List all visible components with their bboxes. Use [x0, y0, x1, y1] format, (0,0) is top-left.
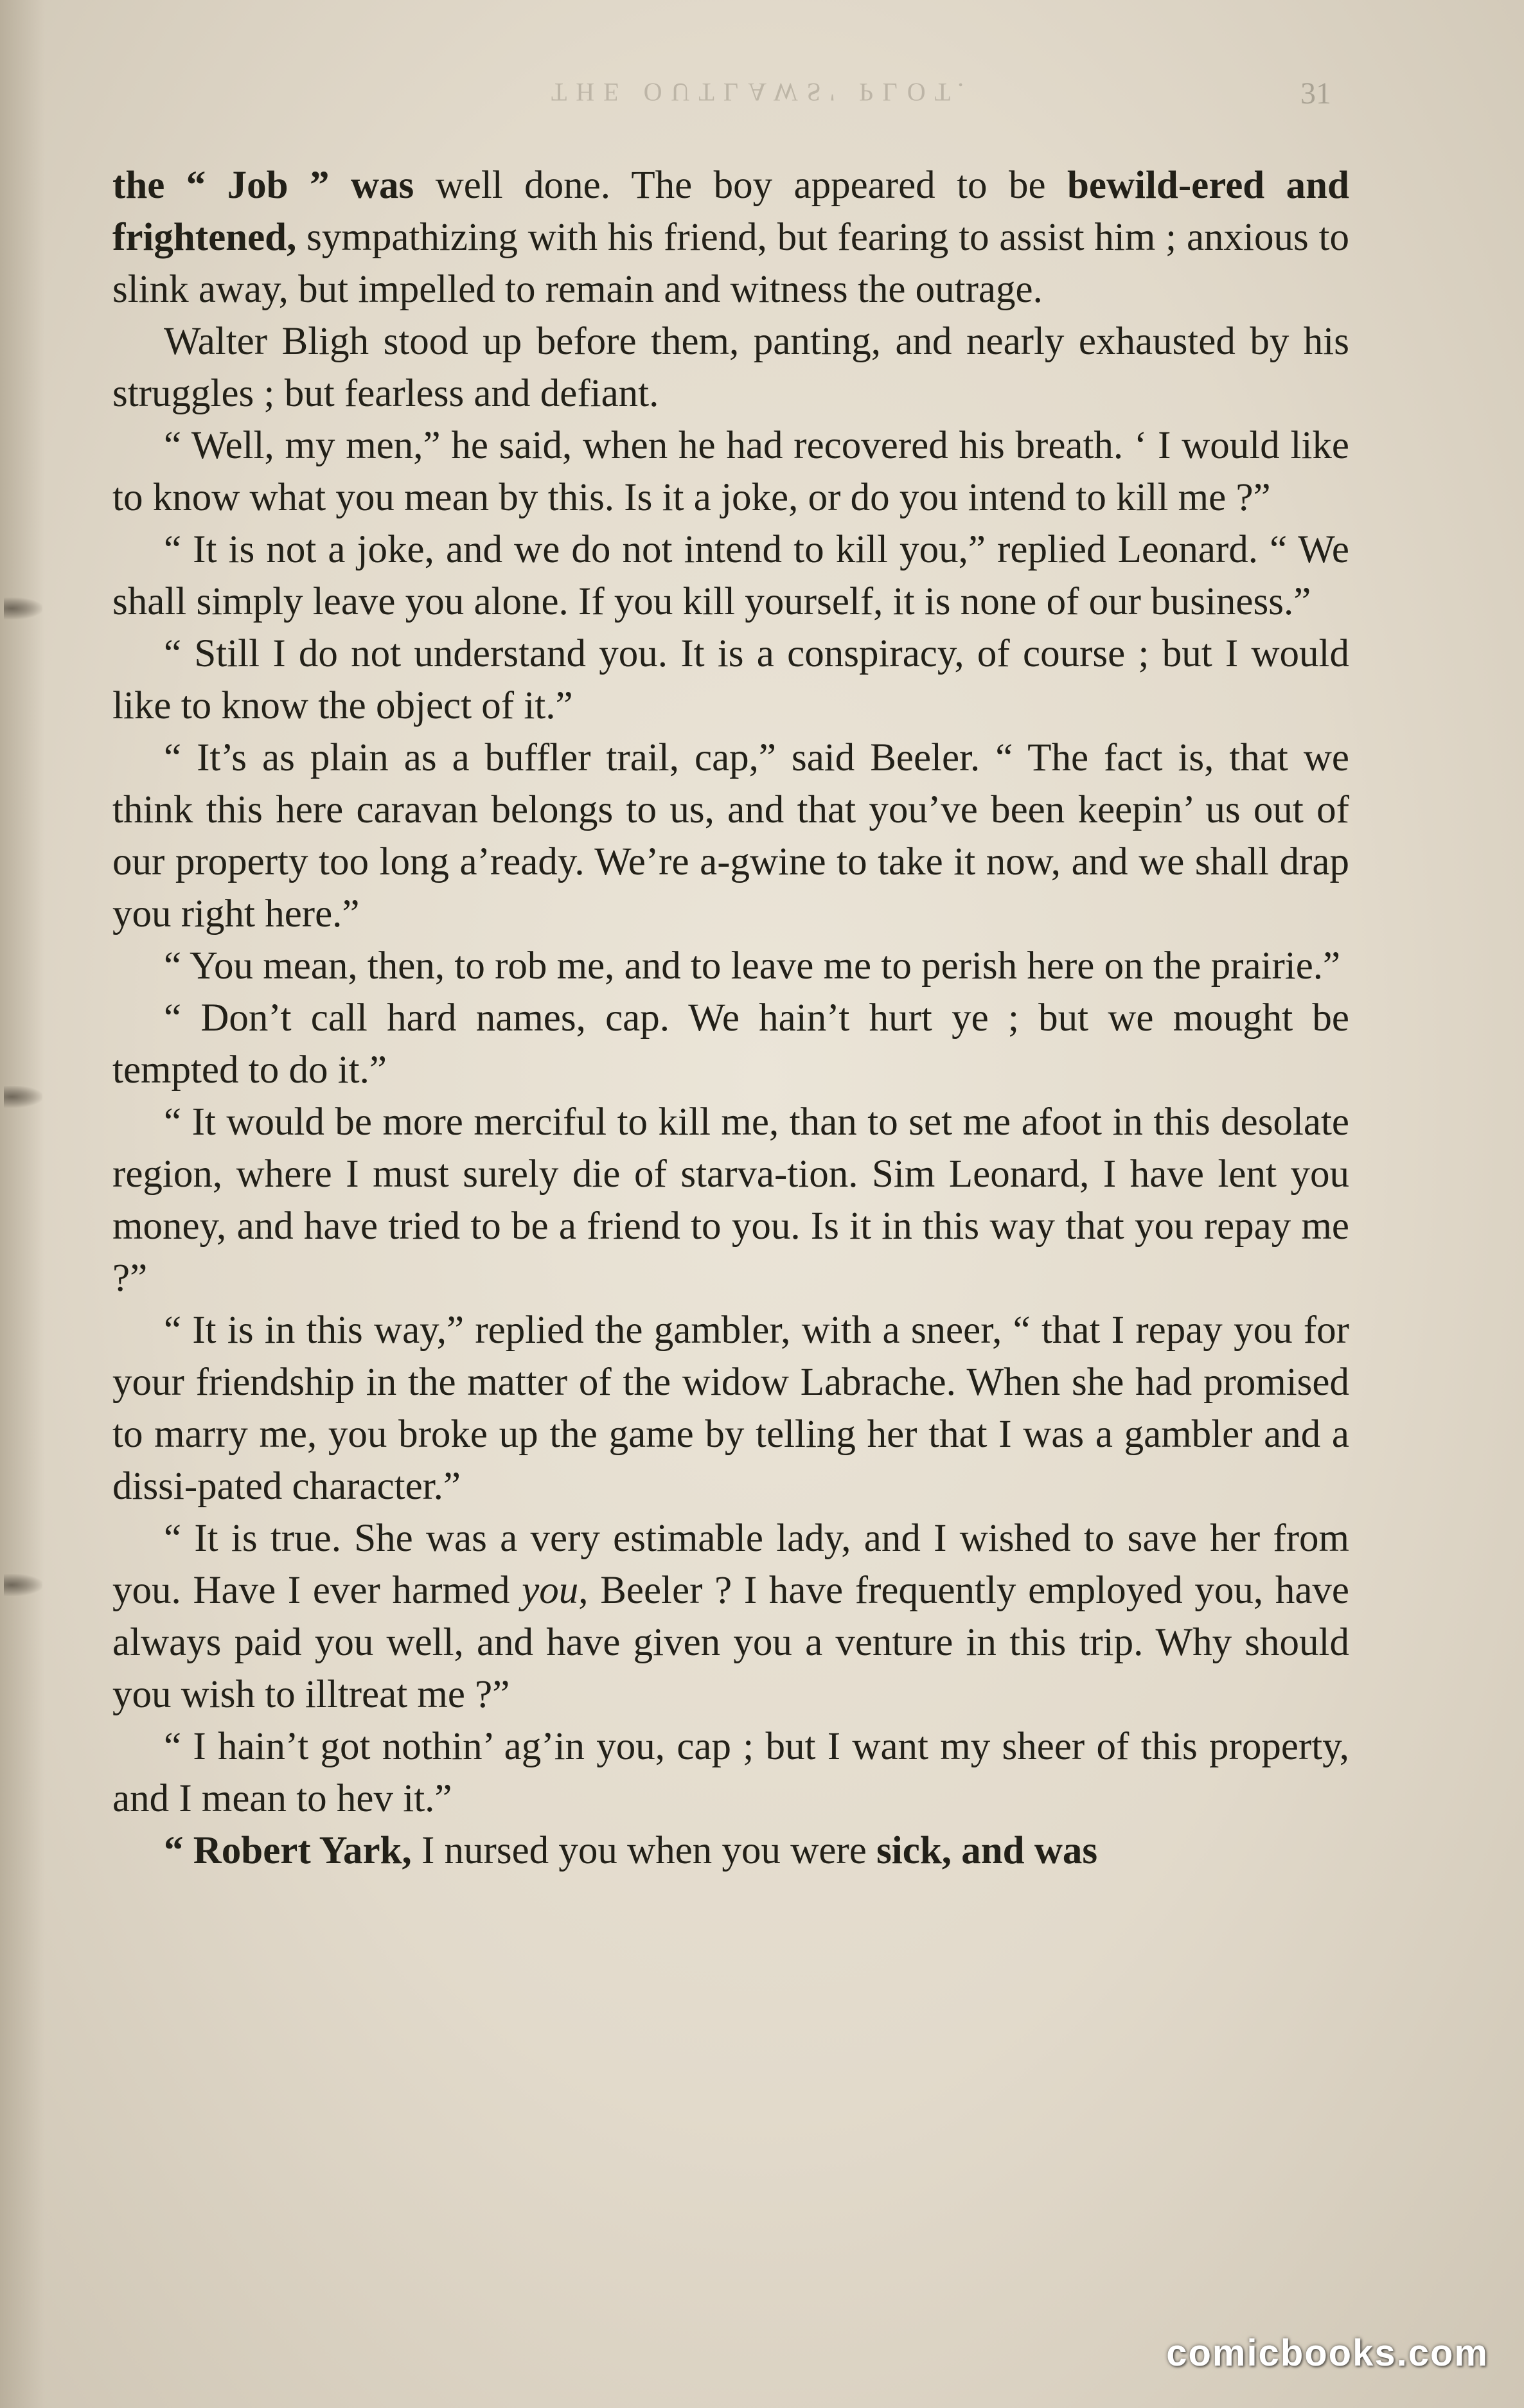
running-head-bleedthrough: THE OUTLAWS' PLOT. — [551, 78, 973, 107]
paragraph-text-run: Walter Bligh stood up before them, panting, and nearly exhausted by his struggles ; but fearless and defiant. — [112, 320, 1349, 415]
paragraph-text-run: well done. The boy appeared to be — [414, 164, 1067, 207]
paragraph-text-run: “ Robert Yark, — [164, 1829, 412, 1872]
paragraph-text-run: “ Well, my men,” he said, when he had recovered his breath. ‘ I would like to know what you mean by this. Is it a joke, or do you intend to kill me ?” — [112, 424, 1349, 519]
paragraph-text-run: “ You mean, then, to rob me, and to leave me to perish here on the prairie.” — [164, 944, 1341, 987]
page-binding-edge — [0, 0, 45, 2408]
paragraph — [112, 1096, 1349, 1304]
paragraph — [112, 315, 1349, 420]
paragraph — [112, 420, 1349, 524]
paragraph-text-run: “ It’s as plain as a buffler trail, cap,” said Beeler. “ The fact is, that we think this here caravan belongs to us, and that you’ve been keepin’ us out of our property too long a’ready. We’re a-gwine to take it now, and we shall drap you right here.” — [112, 736, 1349, 935]
paragraph — [112, 1825, 1349, 1877]
paragraph-text-run: you — [522, 1569, 579, 1612]
page-number: 31 — [1300, 76, 1331, 111]
page-text-body — [112, 159, 1349, 1877]
paragraph-text-run: “ It is in this way,” replied the gambler, with a sneer, “ that I repay you for your friendship in the matter of the widow Labrache. When she had promised to marry me, you broke up the game by telling her that I was a gambler and a dissi-pated character.” — [112, 1309, 1349, 1508]
paragraph — [112, 992, 1349, 1096]
paragraph-text-run: bewild-ered and frightened, — [112, 164, 1350, 259]
paragraph-text-run: sick, and was — [876, 1829, 1098, 1872]
paragraph-text-run: , Beeler ? I have frequently employed you, have always paid you well, and have given you a venture in this trip. Why should you wish to illtreat me ?” — [112, 1569, 1350, 1716]
paragraph — [112, 732, 1349, 940]
paragraph-text-run: “ It is true. She was a very estimable lady, and I wished to save her from you. Have I ever harmed — [112, 1517, 1349, 1612]
binding-hole-mark — [4, 1086, 42, 1108]
paragraph — [112, 1721, 1349, 1825]
paragraph-text-run: I nursed you when you were — [411, 1829, 877, 1872]
binding-hole-mark — [4, 1574, 42, 1596]
paragraph — [112, 940, 1349, 992]
paragraph-text-run: “ It would be more merciful to kill me, than to set me afoot in this desolate region, where I must surely die of starva-tion. Sim Leonard, I have lent you money, and have tried to be a friend to you. Is it in this way that you repay me ?” — [112, 1101, 1349, 1300]
paragraph — [112, 628, 1349, 732]
paragraph — [112, 159, 1349, 315]
paragraph-text-run: “ Don’t call hard names, cap. We hain’t hurt ye ; but we mought be tempted to do it.” — [112, 996, 1349, 1092]
paragraph-text-run: the “ Job ” was — [112, 164, 414, 207]
paragraph — [112, 1304, 1349, 1512]
paragraph-text-run: “ I hain’t got nothin’ ag’in you, cap ; but I want my sheer of this property, and I mean to hev it.” — [112, 1725, 1349, 1820]
watermark-logo: comicbooks.com — [1166, 2332, 1489, 2374]
paragraph — [112, 1512, 1349, 1721]
paragraph-text-run: “ It is not a joke, and we do not intend to kill you,” replied Leonard. “ We shall simply leave you alone. If you kill yourself, it is none of our business.” — [112, 528, 1349, 623]
paragraph — [112, 524, 1349, 628]
paragraph-text-run: sympathizing with his friend, but fearing to assist him ; anxious to slink away, but impelled to remain and witness the outrage. — [112, 216, 1349, 311]
binding-hole-mark — [4, 598, 42, 619]
paragraph-text-run: “ Still I do not understand you. It is a conspiracy, of course ; but I would like to know the object of it.” — [112, 632, 1349, 727]
